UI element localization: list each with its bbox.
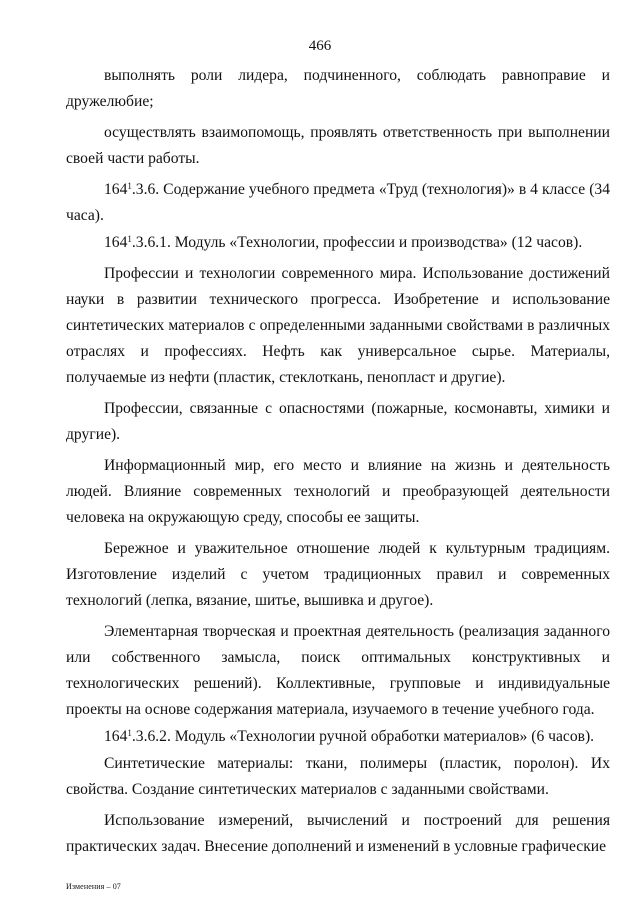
body-text [66, 63, 610, 865]
paragraph: Профессии и технологии современного мира. Использование достижений науки в развитии технического прогресса. Изобретение и использование синтетических материалов с определенными заданными свойствами в различных отраслях и профессиях. Нефть как универсальное сырье. Материалы, получаемые из нефти (пластик, стеклоткань, пенопласт и другие). [66, 265, 610, 386]
paragraph: Синтетические материалы: ткани, полимеры (пластик, поролон). Их свойства. Создание синтетических материалов с заданными свойствами. [66, 755, 610, 798]
section-heading: $164^1.3.6.1$. Модуль «Технологии, профессии и производства» (12 часов). [104, 234, 583, 251]
section-heading: $164^1.3.6.2$. Модуль «Технологии ручной обработки материалов» (6 часов). [104, 728, 595, 745]
paragraph: Информационный мир, его место и влияние на жизнь и деятельность людей. Влияние современных технологий и преобразующей деятельности человека на окружающую среду, способы ее защиты. [66, 457, 610, 526]
paragraph: Профессии, связанные с опасностями (пожарные, космонавты, химики и другие). [66, 400, 610, 443]
paragraph: осуществлять взаимопомощь, проявлять ответственность при выполнении своей части работы. [66, 124, 610, 167]
paragraph: выполнять роли лидера, подчиненного, соблюдать равноправие и дружелюбие; [66, 67, 610, 110]
paragraph: Элементарная творческая и проектная деятельность (реализация заданного или собственного замысла, поиск оптимальных конструктивных и технологических решений). Коллективные, групповые и индивидуальные проекты на основе содержания материала, изучаемого в течение учебного года. [66, 623, 610, 718]
page-number: 466 [308, 38, 332, 54]
paragraph: Использование измерений, вычислений и построений для решения практических задач. Внесение дополнений и изменений в условные графические [66, 812, 610, 855]
paragraph: Бережное и уважительное отношение людей к культурным традициям. Изготовление изделий с учетом традиционных правил и современных технологий (лепка, вязание, шитье, вышивка и другое). [66, 540, 610, 609]
section-heading: $164^1.3.6$. Содержание учебного предмета «Труд (технология)» в 4 классе (34 часа). [66, 181, 610, 224]
footer-note: Изменения – 07 [66, 882, 121, 891]
